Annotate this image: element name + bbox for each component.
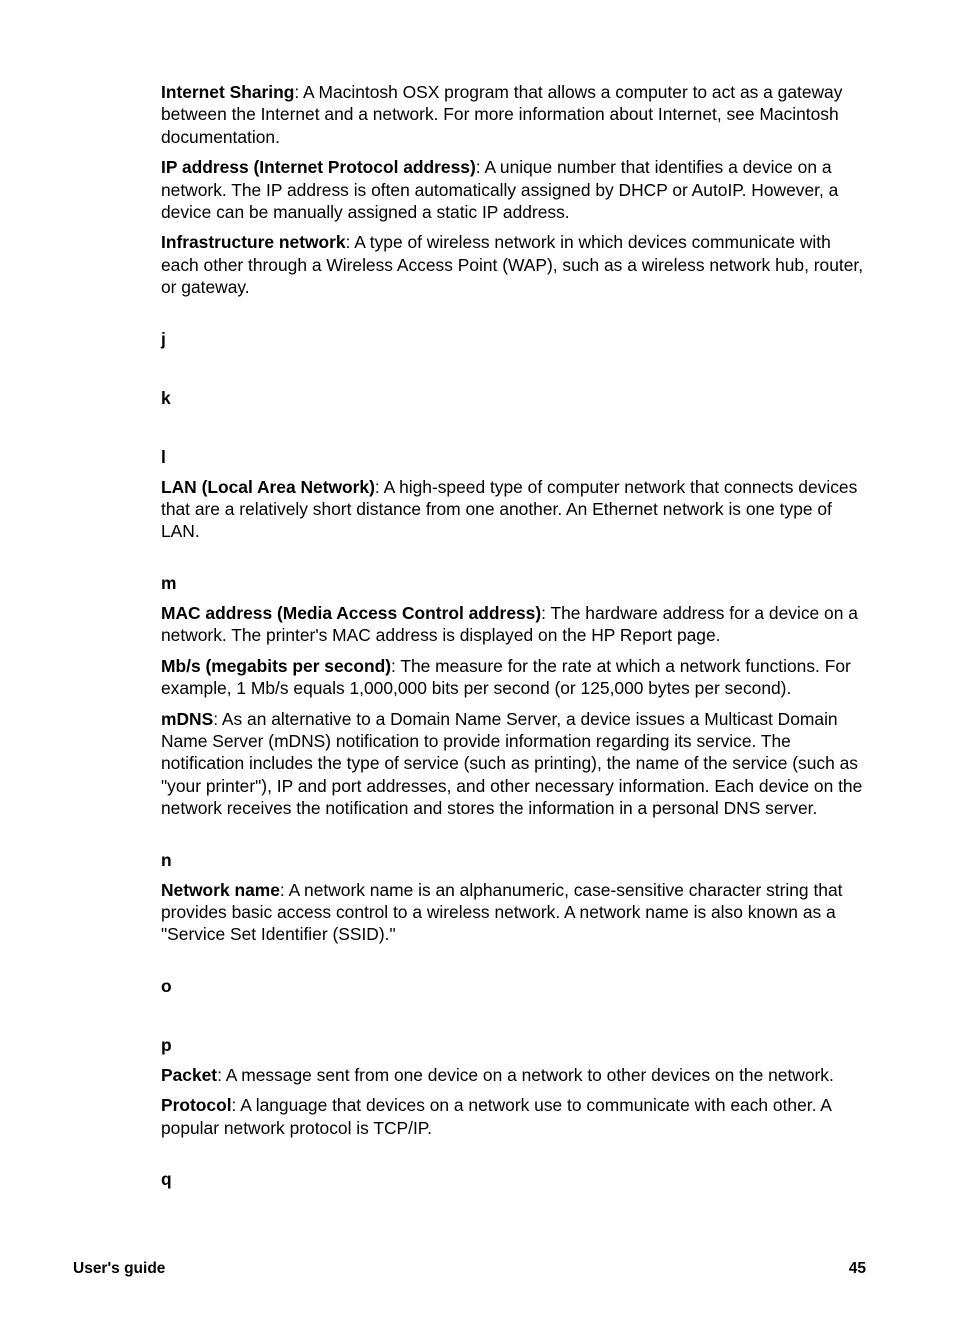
glossary-definition: : The hardware address for a device on a network. The printer's MAC address is displayed on the HP Report page.: [161, 602, 858, 646]
section-letter-j: j: [161, 328, 166, 349]
glossary-definition: : A Macintosh OSX program that allows a computer to act as a gateway between the Internet and a network. For more information about Internet, see Macintosh documentation.: [161, 82, 843, 147]
footer-page-number: 45: [848, 1260, 866, 1277]
footer-guide-title: User's guide: [73, 1260, 166, 1277]
glossary-entry-internet-sharing: [161, 81, 869, 148]
glossary-term: Protocol: [161, 1095, 232, 1116]
glossary-definition: : A message sent from one device on a network to other devices on the network.: [217, 1064, 834, 1085]
section-letter-k: k: [161, 387, 171, 408]
glossary-definition: : As an alternative to a Domain Name Server, a device issues a Multicast Domain Name Server (mDNS) notification to provide information regarding its service. The notification includes the type of service (such as printing), the name of the service (such as "your printer"), IP and port addresses, and other necessary information. Each device on the network receives the notification and stores the information in a personal DNS server.: [161, 708, 863, 819]
glossary-entry-network-name: [161, 879, 869, 946]
section-letter-p: p: [161, 1034, 172, 1055]
glossary-entry-protocol: [161, 1094, 869, 1139]
glossary-term: Mb/s (megabits per second): [161, 655, 391, 676]
glossary-term: MAC address (Media Access Control address): [161, 602, 542, 623]
glossary-definition: : A high-speed type of computer network that connects devices that are a relatively short distance from one another. An Ethernet network is one type of LAN.: [161, 476, 858, 542]
glossary-definition: : A unique number that identifies a device on a network. The IP address is often automatically assigned by DHCP or AutoIP. However, a device can be manually assigned a static IP address.: [161, 157, 839, 223]
glossary-definition: : The measure for the rate at which a network functions. For example, 1 Mb/s equals 1,000,000 bits per second (or 125,000 bytes per second).: [161, 655, 851, 699]
glossary-entry-mbps: [161, 655, 869, 700]
section-letter-o: o: [161, 975, 172, 996]
section-letter-n: n: [161, 849, 172, 870]
section-letter-q: q: [161, 1168, 172, 1189]
glossary-content: [161, 81, 869, 1190]
section-letter-m: m: [161, 572, 177, 593]
glossary-entry-ip-address: [161, 156, 869, 223]
glossary-term: Network name: [161, 879, 280, 900]
section-letter-l: l: [161, 446, 166, 467]
glossary-entry-packet: [161, 1064, 869, 1086]
glossary-entry-mdns: [161, 708, 869, 820]
glossary-term: LAN (Local Area Network): [161, 476, 375, 497]
glossary-term: Infrastructure network: [161, 232, 346, 253]
glossary-entry-mac-address: [161, 602, 869, 647]
glossary-definition: : A network name is an alphanumeric, case-sensitive character string that provides basic access control to a wireless network. A network name is also known as a "Service Set Identifier (SSID).": [161, 879, 843, 945]
glossary-definition: : A type of wireless network in which devices communicate with each other through a Wireless Access Point (WAP), such as a wireless network hub, router, or gateway.: [161, 232, 864, 298]
glossary-term: Internet Sharing: [161, 82, 295, 102]
glossary-entry-lan: [161, 476, 869, 543]
glossary-definition: : A language that devices on a network use to communicate with each other. A popular network protocol is TCP/IP.: [161, 1095, 831, 1138]
glossary-term: mDNS: [161, 708, 214, 729]
glossary-term: Packet: [161, 1064, 218, 1085]
glossary-entry-infrastructure-network: [161, 231, 869, 298]
glossary-term: IP address (Internet Protocol address): [161, 157, 476, 178]
